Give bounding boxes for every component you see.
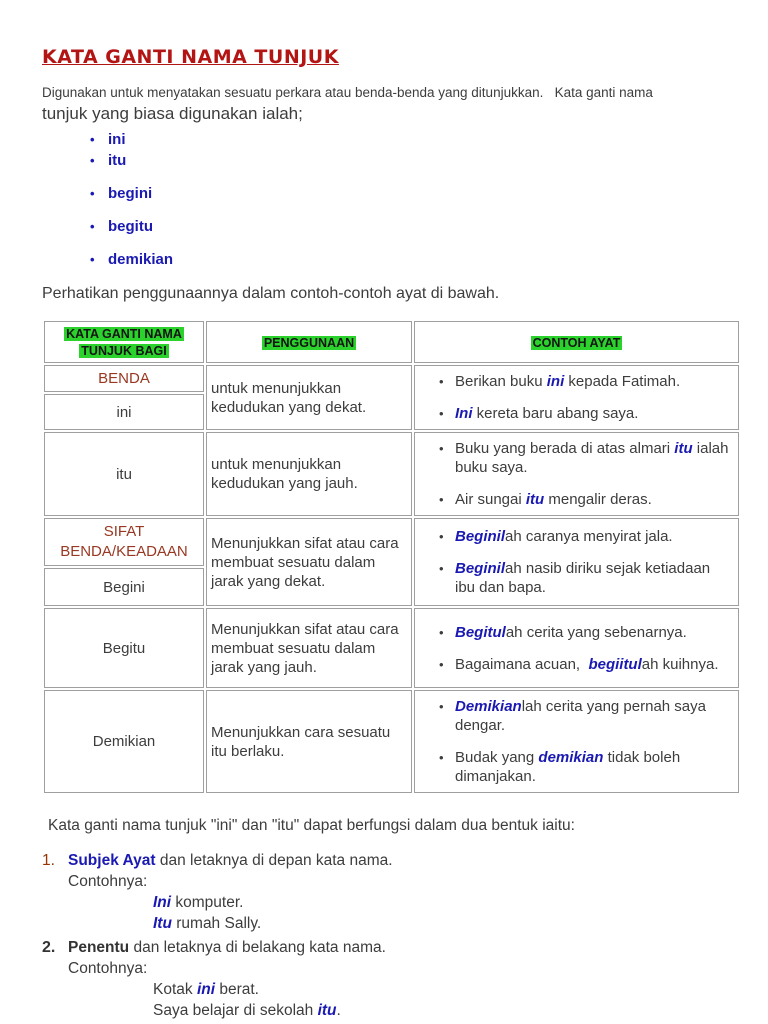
usage-cell-dekat: untuk menunjukkan kedudukan yang dekat. xyxy=(206,365,412,430)
header-highlight-examples: CONTOH AYAT xyxy=(532,335,621,350)
item-2-text: Penentu dan letaknya di belakang kata nama. xyxy=(68,939,386,956)
example-list-ini xyxy=(415,372,734,423)
examples-cell-begitu xyxy=(414,608,739,688)
item-2-example-line: Kotak ini berat. xyxy=(153,981,259,998)
example-item: • Berikan buku ini kepada Fatimah. xyxy=(433,372,734,391)
example-list-begini xyxy=(415,527,734,597)
intro-text-line2: tunjuk yang biasa digunakan ialah; xyxy=(42,104,303,123)
example-item: • Demikianlah cerita yang pernah saya dengar. xyxy=(433,697,734,735)
example-list-demikian xyxy=(415,697,734,786)
subject-cell-itu: itu xyxy=(44,432,204,516)
header-cell-category xyxy=(44,321,204,363)
header-cell-usage xyxy=(206,321,412,363)
intro-text-line1: Digunakan untuk menyatakan sesuatu perkara atau benda-benda yang ditunjukkan. Kata ganti nama xyxy=(42,85,653,100)
item-2-body xyxy=(68,938,732,1021)
demonstrative-item-begini: • begini xyxy=(90,183,732,204)
example-item: • Beginilah nasib diriku sejak ketiadaan ibu dan bapa. xyxy=(433,559,734,597)
example-item: • Bagaimana acuan, begiitulah kuihnya. xyxy=(433,655,734,674)
example-item: • Buku yang berada di atas almari itu ialah buku saya. xyxy=(433,439,734,477)
item-1-text: Subjek Ayat dan letaknya di depan kata nama. xyxy=(68,852,393,869)
category-cell-benda: BENDA xyxy=(44,365,204,392)
header-highlight-category-line1: KATA GANTI NAMA xyxy=(66,327,182,341)
example-item: • Budak yang demikian tidak boleh dimanjakan. xyxy=(433,748,734,786)
example-item: • Air sungai itu mengalir deras. xyxy=(433,490,734,509)
item-1-contoh-label: Contohnya: xyxy=(68,873,148,890)
item-2-contoh-label: Contohnya: xyxy=(68,960,148,977)
subject-cell-ini: ini xyxy=(44,394,204,430)
item-2-example-line: Saya belajar di sekolah itu. xyxy=(153,1002,341,1019)
item-2-number: 2. xyxy=(42,939,56,956)
subject-cell-demikian: Demikian xyxy=(44,690,204,793)
subject-cell-begini: Begini xyxy=(44,568,204,606)
item-1-body xyxy=(68,851,732,934)
usage-cell-begini: Menunjukkan sifat atau cara membuat sesuatu dalam jarak yang dekat. xyxy=(206,518,412,606)
example-list-begitu xyxy=(415,623,734,674)
header-highlight-usage: PENGGUNAAN xyxy=(263,335,355,350)
demonstratives-list xyxy=(42,129,732,270)
example-item: • Ini kereta baru abang saya. xyxy=(433,404,734,423)
intro-paragraph xyxy=(42,84,732,125)
usage-note: Perhatikan penggunaannya dalam contoh-contoh ayat di bawah. xyxy=(42,285,500,302)
examples-cell-ini xyxy=(414,365,739,430)
item-1-number: 1. xyxy=(42,852,55,869)
examples-cell-begini xyxy=(414,518,739,606)
example-item: • Begitulah cerita yang sebenarnya. xyxy=(433,623,734,642)
example-item: • Beginilah caranya menyirat jala. xyxy=(433,527,734,546)
demonstrative-item-begitu: • begitu xyxy=(90,216,732,237)
footer-intro: Kata ganti nama tunjuk "ini" dan "itu" dapat berfungsi dalam dua bentuk iaitu: xyxy=(48,817,575,834)
examples-cell-demikian xyxy=(414,690,739,793)
table-row-itu xyxy=(44,432,739,516)
example-list-itu xyxy=(415,439,734,509)
table-row-sifat xyxy=(44,518,739,566)
table-row-demikian xyxy=(44,690,739,793)
numbered-item-2 xyxy=(42,938,732,1021)
subject-cell-begitu: Begitu xyxy=(44,608,204,688)
table-row-begitu xyxy=(44,608,739,688)
pronouns-table xyxy=(42,319,741,795)
item-1-example-line: Ini komputer. xyxy=(153,894,244,911)
usage-cell-jauh: untuk menunjukkan kedudukan yang jauh. xyxy=(206,432,412,516)
category-cell-sifat: SIFAT BENDA/KEADAAN xyxy=(44,518,204,566)
numbered-item-1 xyxy=(42,851,732,934)
page-title: KATA GANTI NAMA TUNJUK xyxy=(42,46,339,68)
examples-cell-itu xyxy=(414,432,739,516)
usage-cell-begitu: Menunjukkan sifat atau cara membuat sesuatu dalam jarak yang jauh. xyxy=(206,608,412,688)
demonstrative-item-ini: • ini xyxy=(90,129,732,150)
table-row-benda xyxy=(44,365,739,392)
header-cell-examples xyxy=(414,321,739,363)
demonstrative-item-itu: • itu xyxy=(90,150,732,171)
item-1-example-line: Itu rumah Sally. xyxy=(153,915,262,932)
usage-cell-demikian: Menunjukkan cara sesuatu itu berlaku. xyxy=(206,690,412,793)
table-header-row xyxy=(44,321,739,363)
header-highlight-category-line2: TUNJUK BAGI xyxy=(81,344,167,358)
demonstrative-item-demikian: • demikian xyxy=(90,249,732,270)
